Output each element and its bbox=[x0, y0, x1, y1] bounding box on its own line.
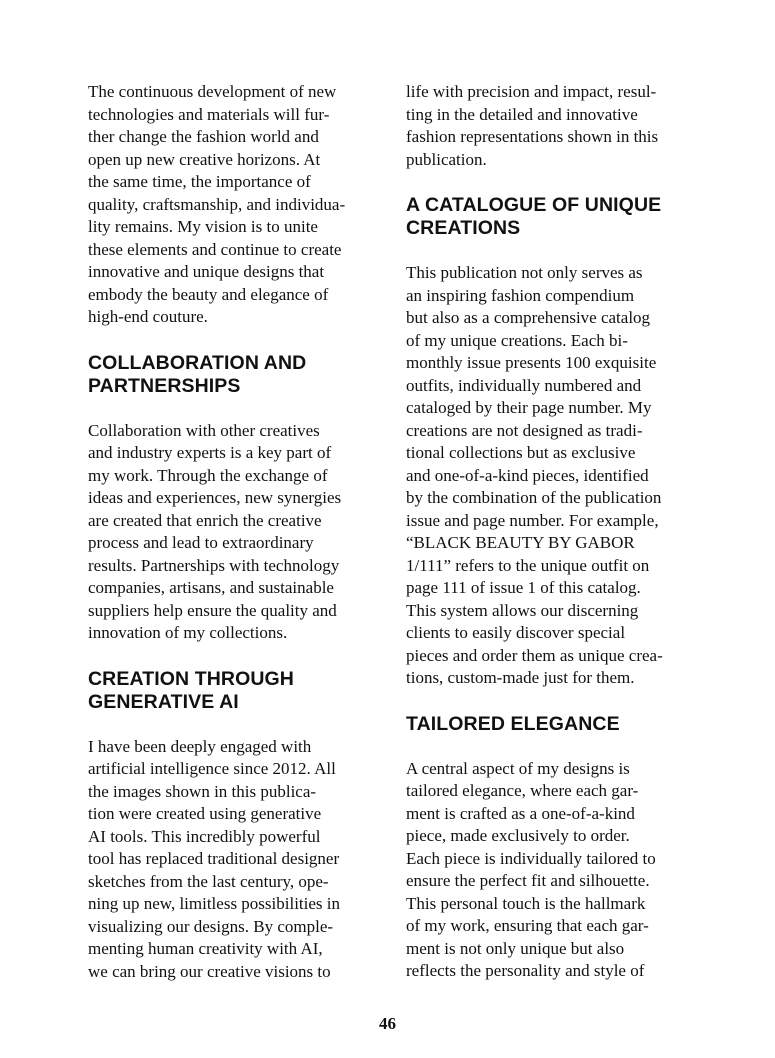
right-column bbox=[406, 81, 692, 983]
continued-paragraph: life with precision and impact, resul- ting in the detailed and innovative fashion representations shown in this publication. bbox=[406, 82, 659, 169]
collaboration-paragraph: Collaboration with other creatives and industry experts is a key part of my work. Through the exchange of ideas and experiences, new synergies are created that enrich the creative process and lead to extraordinary results. Partnerships with technology companies, artisans, and sustainable suppliers help ensure the quality and innovation of my collections. bbox=[88, 420, 342, 642]
page-number: 46 bbox=[379, 1014, 396, 1033]
collaboration-heading: COLLABORATION AND PARTNERSHIPS bbox=[88, 351, 307, 397]
generative-ai-heading: CREATION THROUGH GENERATIVE AI bbox=[88, 667, 294, 713]
catalogue-heading: A CATALOGUE OF UNIQUE CREATIONS bbox=[406, 194, 662, 239]
left-column bbox=[88, 81, 374, 983]
intro-paragraph: The continuous development of new technologies and materials will fur- ther change the fashion world and open up new creative horizons. At the same time, the importance of quality, craftsmanship, and individua- lity remains. My vision is to unite these elements and continue to create innovative and unique designs that embody the beauty and elegance of high-end couture. bbox=[88, 82, 346, 326]
catalogue-paragraph: This publication not only serves as an inspiring fashion compendium but also as a comprehensive catalog of my unique creations. Each bi- monthly issue presents 100 exquisite outfits, individually numbered and cataloged by their page number. My creations are not designed as tradi- tional collections but as exclusive and one-of-a-kind pieces, identified by the combination of the publication issue and page number. For example, “BLACK BEAUTY BY GABOR 1/111” refers to the unique outfit on page 111 of issue 1 of this catalog. This system allows our discerning clients to easily discover special pieces and order them as unique crea- tions, custom-made just for them. bbox=[406, 263, 663, 687]
generative-ai-paragraph: I have been deeply engaged with artificial intelligence since 2012. All the images shown in this publica- tion were created using generative AI tools. This incredibly powerful tool has replaced traditional designer sketches from the last century, ope- ning up new, limitless possibilities in visualizing our designs. By comple- menting human creativity with AI, we can bring our creative visions to bbox=[88, 736, 341, 981]
tailored-elegance-paragraph: A central aspect of my designs is tailored elegance, where each gar- ment is crafted as a one-of-a-kind piece, made exclusively to order. Each piece is individually tailored to ensure the perfect fit and silhouette. This personal touch is the hallmark of my work, ensuring that each gar- ment is not only unique but also reflects the personality and style of bbox=[406, 758, 656, 980]
tailored-elegance-heading: TAILORED ELEGANCE bbox=[406, 712, 620, 735]
